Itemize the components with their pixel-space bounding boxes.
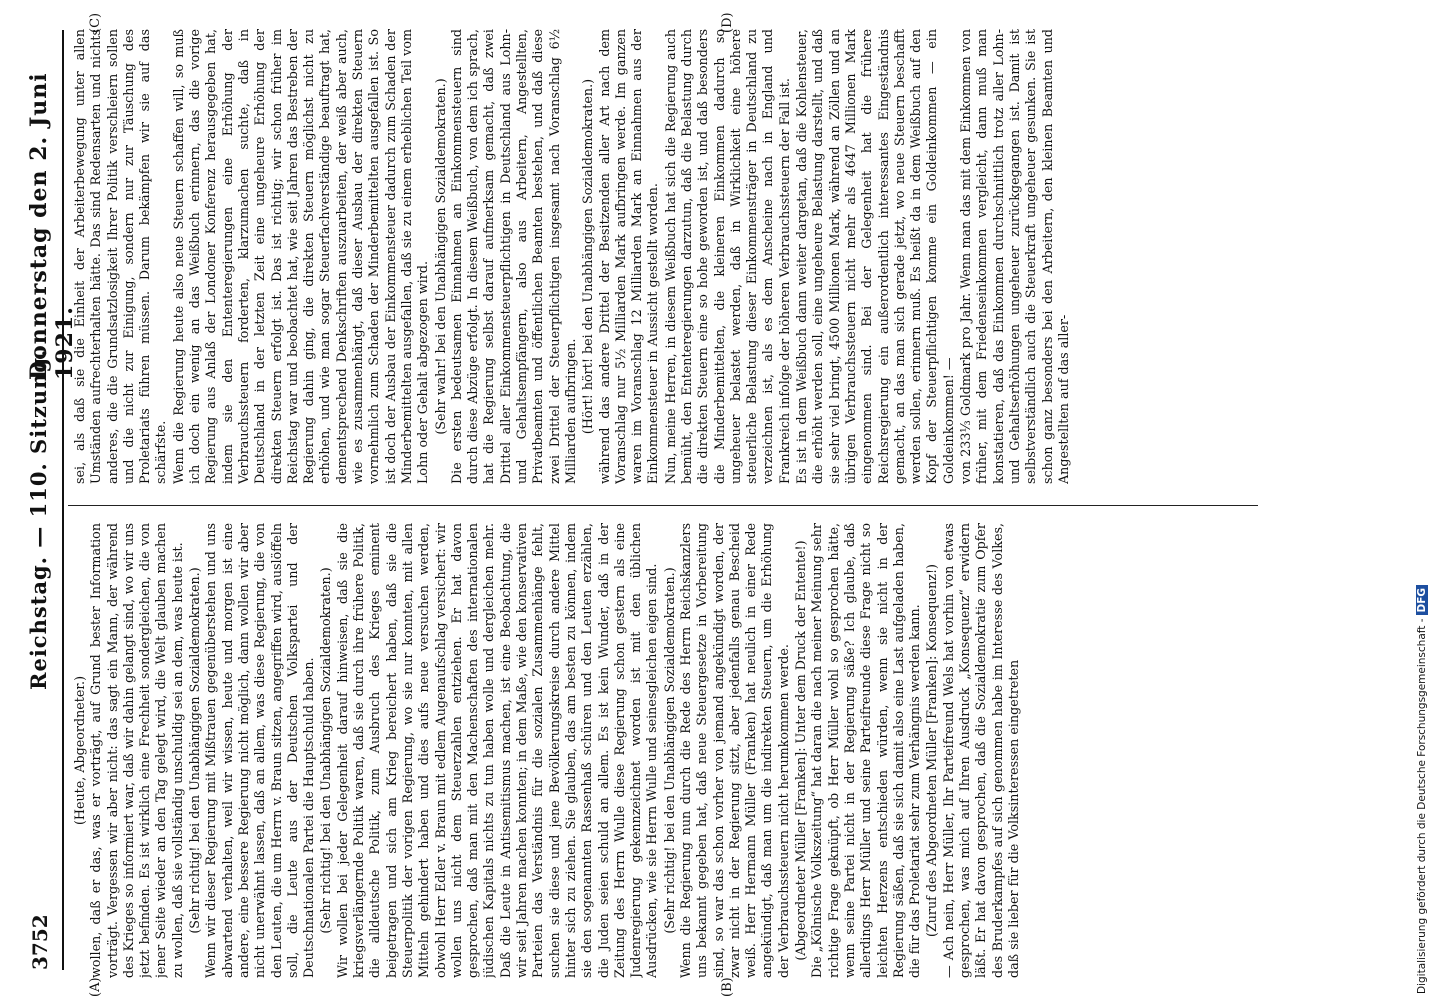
paragraph: sei, als daß sie die Einheit der Arbeiterbewegung unter allen Umständen aufrechterhalten hätte. Das sind Redensarten und nichts anderes, die die Grundsatzlosigkeit Ihrer Politik verschleiern sollen und die nicht zur Einigung, sondern nur zur Täuschung des Proletariats führen müssen. Darum bekämpfen wir sie auf das schärfste. bbox=[72, 29, 169, 484]
paragraph: Die „Kölnische Volkszeitung“ hat daran die nach meiner Meinung sehr richtige Frage geknüpft, ob Herr Müller wohl so gesprochen hätte, wenn seine Partei nicht in der Regierung säße? Ich glaube, daß allerdings Herr Müller und seine Parteifreunde diese Frage nicht so leichten Herzens entschieden würden, wenn sie nicht in der Regierung säßen, daß sie sich damit also eine Last aufgeladen haben, die für das Proletariat sehr zum Verhängnis werden kann. bbox=[809, 523, 923, 978]
paragraph: Wir wollen bei jeder Gelegenheit darauf hinweisen, daß sie die kriegsverlängernde Politik waren, daß sie durch ihre frühere Politik, die alldeutsche Politik, zum Ausbruch des Krieges eminent beigetragen und sich am Krieg bereichert haben, daß sie die Steuerpolitik der vorigen Regierung, wo sie nur konnten, mit allen Mitteln gehindert haben und dies aufs neue versuchen werden, obwohl Herr Edler v. Braun mit edlem Augenaufschlag versichert: wir wollen uns nicht dem Steuerzahlen entziehen. Er hat davon gesprochen, daß man mit den Machenschaften des internationalen jüdischen Kapitals nichts zu tun haben wolle und dergleichen mehr. Daß die Leute in Antisemitismus machen, ist eine Beobachtung, die wir seit Jahren machen konnten; in dem Maße, wie den konservativen Parteien das Verständnis für die sozialen Zusammenhänge fehlt, suchen sie diese und jene Bevölkerungskreise durch andere Mittel hinter sich zu ziehen. Sie glauben, das am besten zu können, indem sie den sogenannten Rassenhaß schüren und den Leuten erzählen, die Juden seien schuld an allem. Es ist kein Wunder, daß in der Zeitung des Herrn Wulle diese Regierung schon gestern als eine Judenregierung gekennzeichnet worden ist mit den üblichen Ausdrücken, wie sie Herrn Wulle und seinesgleichen eigen sind. bbox=[334, 523, 660, 978]
interjection: (Zuruf des Abgeordneten Müller [Franken]: Konsequenz!) bbox=[924, 563, 940, 938]
marker-a: (A) bbox=[88, 977, 103, 997]
interjection: (Sehr richtig! bei den Unabhängigen Sozialdemokraten.) bbox=[318, 567, 334, 934]
paragraph: Nun, meine Herren, in diesem Weißbuch hat sich die Regierung auch bemüht, den Ententeregierungen darzutun, daß die Belastung durch die direkten Steuern eine so hohe geworden ist, und daß besonders die Minderbemittelten, die kleineren Einkommen dadurch so ungeheuer belastet werden, daß in Wirklichkeit eine höhere steuerliche Belastung dieser Einkommensträger in Deutschland zu verzeichnen ist, als es dem Anscheine nach in England und Frankreich infolge der höheren Verbrauchssteuern der Fall ist. bbox=[662, 29, 792, 484]
paragraph: wollen, daß er das, was er vorträgt, auf Grund bester Information vorträgt. Vergessen wir aber nicht: das sagt ein Mann, der während des Krieges so informiert war, daß wir dahin gelangt sind, wo wir uns jetzt befinden. Es ist wirklich eine Frechheit sondergleichen, die von jener Seite wieder an den Tag gelegt wird, die Welt glauben machen zu wollen, daß sie vollständig unschuldig sei an dem, was heute ist. bbox=[88, 523, 185, 978]
paragraph: Es ist in dem Weißbuch dann weiter dargetan, daß die Kohlensteuer, die erhöht werden soll, eine ungeheure Belastung darstellt, und daß sie sehr viel bringt, 4500 Millionen Mark, während an Zöllen und an übrigen Verbrauchssteuern nicht mehr als 4647 Millionen Mark eingenommen sind. Bei der Gelegenheit hat die frühere Reichsregierung ein außerordentlich interessantes Eingeständnis gemacht, an das man sich gerade jetzt, wo neue Steuern beschafft werden sollen, erinnern muß. Es heißt da in dem Weißbuch auf den Kopf der Steuerpflichtigen komme ein Goldeinkommen — ein Goldeinkommen! — bbox=[794, 29, 956, 484]
interjection: (Sehr wahr! bei den Unabhängigen Sozialdemokraten.) bbox=[432, 78, 448, 435]
page-number: 3752 bbox=[28, 914, 52, 970]
dfg-logo: DFG bbox=[1416, 585, 1428, 616]
paragraph: (Heute, Abgeordneter.) bbox=[72, 675, 87, 826]
paragraph: Wenn die Regierung nun durch die Rede des Herrn Reichskanzlers uns bekannt gegeben hat, daß neue Steuergesetze in Vorbereitung sind, so war das schon vorher von jemand angekündigt worden, der zwar nicht in der Regierung sitzt, aber jedenfalls genau Bescheid weiß. Herr Hermann Müller (Franken) hat neulich in einer Rede angekündigt, daß man um die indirekten Steuern, um die Erhöhung der Verbrauchssteuern nicht herumkommen werde. bbox=[677, 523, 791, 978]
digitization-note bbox=[1416, 585, 1428, 994]
paragraph: Die ersten bedeutsamen Einnahmen an Einkommensteuern sind durch diese Abzüge erfolgt. In diesem Weißbuch, von dem ich sprach, hat die Regierung selbst darauf aufmerksam gemacht, daß zwei Drittel aller Einkommensteuerpflichtigen in Deutschland aus Lohn- und Gehaltsempfängern, also aus Arbeitern, Angestellten, Privatbeamten und öffentlichen Beamten bestehen, und daß diese zwei Drittel der Steuerpflichtigen insgesamt nach Voranschlag 6½ Milliarden aufbringen. bbox=[448, 29, 578, 484]
paragraph: Wenn die Regierung heute also neue Steuern schaffen will, so muß ich doch ein wenig an das Weißbuch erinnern, das die vorige Regierung aus Anlaß der Londoner Konferenz herausgegeben hat, indem sie den Ententeregierungen eine Erhöhung der Verbrauchssteuern forderten, klarzumachen suchte, daß in Deutschland in der letzten Zeit eine ungeheure Erhöhung der direkten Steuern erfolgt ist. Das ist richtig; wir schon früher im Reichstag war und beobachtet hat, wie seit Jahren das Bestreben der Regierung dahin ging, die direkten Steuern möglichst nicht zu erhöhen, und wie man sogar Steuerfachverständige beauftragt hat, dementsprechend Denkschriften auszuarbeiten, der weiß aber auch, wie es zusammenhängt, daß dieser Ausbau der direkten Steuern vornehmlich zum Schaden der Minderbemittelten ausgefallen ist. So ist doch der Ausbau der Einkommensteuer dadurch zum Schaden der Minderbemittelten ausgefallen, daß sie zu einem erheblichen Teil vom Lohn oder Gehalt abgezogen wird. bbox=[170, 29, 431, 484]
column-divider bbox=[68, 505, 1258, 506]
interjection: (Hört! hört! bei den Unabhängigen Sozialdemokraten.) bbox=[580, 78, 596, 435]
paragraph: — Ach nein, Herr Müller, Ihr Parteifreund Wels hat vorhin von etwas gesprochen, was mich auf Ihren Ausdruck „Konsequenz“ erwidern läßt. Er hat davon gesprochen, daß die Sozialdemokratie zum Opfer des Bruderkampfes auf sich genommen habe im Interesse des Volkes, daß sie lieber für die Volksinteressen eingetreten bbox=[940, 523, 1021, 978]
interjection: (Abgeordneter Müller [Franken]: Unter dem Druck der Entente!) bbox=[793, 540, 809, 961]
session-title: Reichstag. — 110. Sitzung. bbox=[26, 348, 51, 690]
digitization-text: Digitalisierung gefördert durch die Deutsche Forschungsgemeinschaft - bbox=[1416, 618, 1428, 994]
left-column bbox=[72, 523, 1252, 978]
header-rule bbox=[62, 30, 64, 970]
marker-b: (B) bbox=[720, 977, 735, 997]
session-date: Donnerstag den 2. Juni 1921. bbox=[26, 72, 78, 380]
paragraph: von 233⅓ Goldmark pro Jahr. Wenn man das mit dem Einkommen von früher, mit dem Friedenseinkommen vergleicht, dann muß man konstatieren, daß das Einkommen durchschnittlich trotz aller Lohn- und Gehaltserhöhungen ungeheuer zurückgegangen ist. Damit ist selbstverständlich auch die Steuerkraft ungeheuer gesunken. Sie ist schon ganz besonders bei den Arbeitern, den kleinen Beamten und Angestellten auf das aller- bbox=[958, 29, 1071, 484]
paragraph: während das andere Drittel der Besitzenden aller Art nach dem Voranschlag nur 5½ Milliarden Mark aufbringen werde. Im ganzen waren im Voranschlag 12 Milliarden Mark an Einnahmen aus der Einkommensteuer in Aussicht gestellt worden. bbox=[596, 29, 661, 484]
marker-d: (D) bbox=[720, 12, 735, 33]
right-column bbox=[72, 29, 1252, 484]
marker-c: (C) bbox=[88, 12, 103, 33]
page-header bbox=[22, 30, 78, 970]
interjection: (Sehr richtig! bei den Unabhängigen Sozialdemokraten.) bbox=[661, 567, 677, 934]
paragraph: Wenn wir dieser Regierung mit Mißtrauen gegenüberstehen und uns abwartend verhalten, weil wir wissen, heute und morgen ist eine andere, eine bessere Regierung nicht möglich, dann wollen wir aber nicht unerwähnt lassen, daß an allem, was diese Regierung, die von den Leuten, die um Herrn v. Braun sitzen, angegriffen wird, auslöffeln soll, die Leute aus der Deutschen Volkspartei und der Deutschnationalen Partei die Hauptschuld haben. bbox=[203, 523, 317, 978]
interjection: (Sehr richtig! bei den Unabhängigen Sozialdemokraten.) bbox=[187, 567, 203, 934]
